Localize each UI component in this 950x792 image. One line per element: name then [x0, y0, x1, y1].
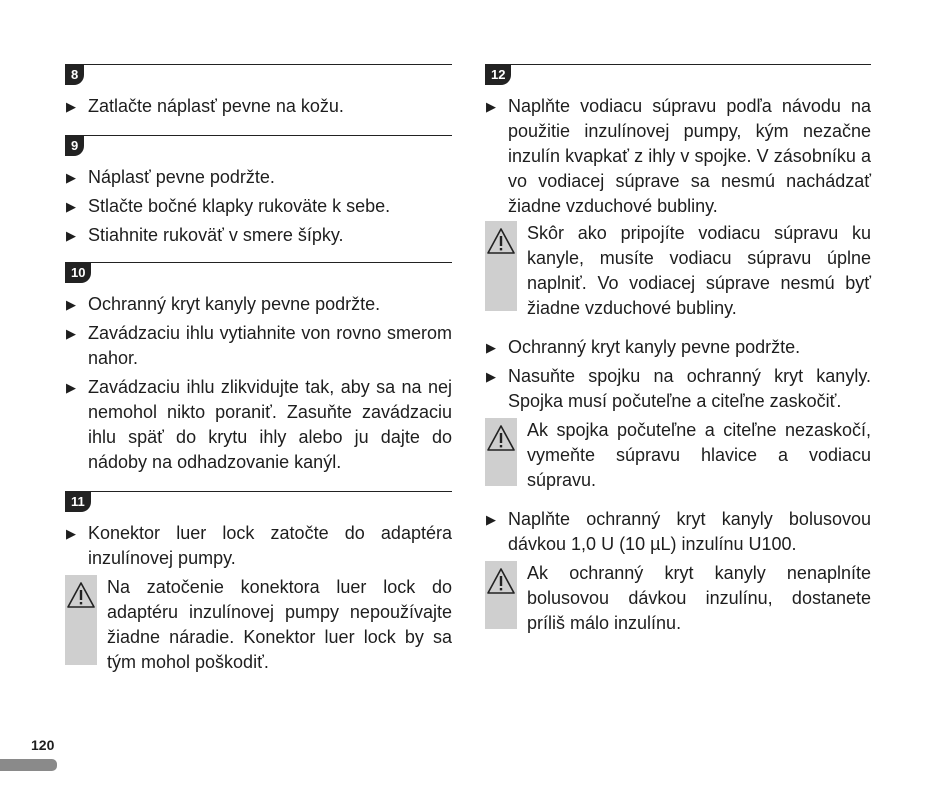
step-8-section: [65, 64, 452, 119]
bullet-icon: ▶: [66, 326, 76, 341]
warning-icon: [487, 424, 515, 452]
list-item: ▶ Stlačte bočné klapky rukoväte k sebe.: [65, 194, 452, 219]
warning-icon: [67, 581, 95, 609]
warning-bar: [485, 561, 517, 629]
page-tab-bar: [0, 759, 57, 771]
step-9-list: [65, 165, 452, 248]
step-8-badge: 8: [65, 65, 84, 85]
warning-icon: [487, 567, 515, 595]
bullet-icon: ▶: [486, 369, 496, 384]
list-item: ▶ Stiahnite rukoväť v smere šípky.: [65, 223, 452, 248]
bullet-icon: ▶: [66, 380, 76, 395]
step-11-list: [65, 521, 452, 571]
list-item: ▶ Náplasť pevne podržte.: [65, 165, 452, 190]
step-12-section: [485, 64, 871, 636]
step-12-header: [485, 64, 871, 88]
list-item: ▶ Naplňte vodiacu súpravu podľa návodu na použitie inzulínovej pumpy, kým nezačne inzulín kvapkať z ihly v spojke. V zásobníku a vo vodiacej súprave sa nesmú nachádzať žiadne vzduchové bubliny.: [486, 96, 871, 216]
list-item: ▶ Zavádzaciu ihlu zlikvidujte tak, aby sa na nej nemohol nikto poraniť. Zasuňte zavádzaciu ihlu späť do krytu ihly alebo ju dajte do nádoby na odhadzovanie kanýl.: [66, 377, 452, 472]
bullet-icon: ▶: [486, 512, 496, 527]
list-item: ▶ Zavádzaciu ihlu vytiahnite von rovno smerom nahor.: [66, 323, 452, 368]
right-column: [485, 64, 871, 642]
step-11-badge: 11: [65, 492, 91, 512]
bullet-icon: ▶: [66, 526, 76, 541]
list-item: ▶ Ochranný kryt kanyly pevne podržte.: [65, 292, 452, 317]
warning-text: Skôr ako pripojíte vodiacu súpravu ku kanyle, musíte vodiacu súpravu úplne naplniť. Vo vodiacej súprave nesmú byť žiadne vzduchové bubliny.: [527, 223, 871, 318]
bullet-icon: ▶: [66, 199, 76, 214]
bullet-icon: ▶: [66, 297, 76, 312]
step-11-section: [65, 491, 452, 675]
step-8-list: [65, 94, 452, 119]
step-12-badge: 12: [485, 65, 511, 85]
step-12-list-b: [485, 335, 871, 414]
list-item: ▶ Ochranný kryt kanyly pevne podržte.: [485, 335, 871, 360]
step-12-list-a: [485, 94, 871, 219]
warning-text: Ak ochranný kryt kanyly nenaplníte bolusovou dávkou inzulínu, dostanete príliš málo inzulínu.: [527, 563, 871, 633]
step-9-badge: 9: [65, 136, 84, 156]
warning-box: [485, 221, 871, 321]
step-12-list-c: [485, 507, 871, 557]
bullet-icon: ▶: [486, 99, 496, 114]
step-8-header: [65, 64, 452, 88]
list-item: ▶ Naplňte ochranný kryt kanyly bolusovou dávkou 1,0 U (10 µL) inzulínu U100.: [486, 509, 871, 554]
bullet-icon: ▶: [486, 340, 496, 355]
warning-bar: [485, 221, 517, 311]
list-item: ▶ Konektor luer lock zatočte do adaptéra inzulínovej pumpy.: [66, 523, 452, 568]
step-10-header: [65, 262, 452, 286]
warning-text: Ak spojka počuteľne a citeľne nezaskočí, vymeňte súpravu hlavice a vodiacu súpravu.: [527, 420, 871, 490]
step-10-list: [65, 292, 452, 475]
step-9-section: [65, 135, 452, 248]
bullet-icon: ▶: [66, 99, 76, 114]
list-item: ▶ Zatlačte náplasť pevne na kožu.: [65, 94, 452, 119]
warning-icon: [487, 227, 515, 255]
warning-bar: [65, 575, 97, 665]
step-9-header: [65, 135, 452, 159]
bullet-icon: ▶: [66, 170, 76, 185]
page-number: 120: [31, 737, 55, 753]
list-item: ▶ Nasuňte spojku na ochranný kryt kanyly. Spojka musí počuteľne a citeľne zaskočiť.: [486, 366, 871, 411]
left-column: [65, 64, 452, 681]
warning-box: [485, 418, 871, 493]
warning-box: [485, 561, 871, 636]
step-10-badge: 10: [65, 263, 91, 283]
step-10-section: [65, 262, 452, 475]
bullet-icon: ▶: [66, 228, 76, 243]
warning-box: [65, 575, 452, 675]
warning-bar: [485, 418, 517, 486]
warning-text: Na zatočenie konektora luer lock do adaptéru inzulínovej pumpy nepoužívajte žiadne náradie. Konektor luer lock by sa tým mohol poškodiť.: [107, 577, 452, 672]
step-11-header: [65, 491, 452, 515]
